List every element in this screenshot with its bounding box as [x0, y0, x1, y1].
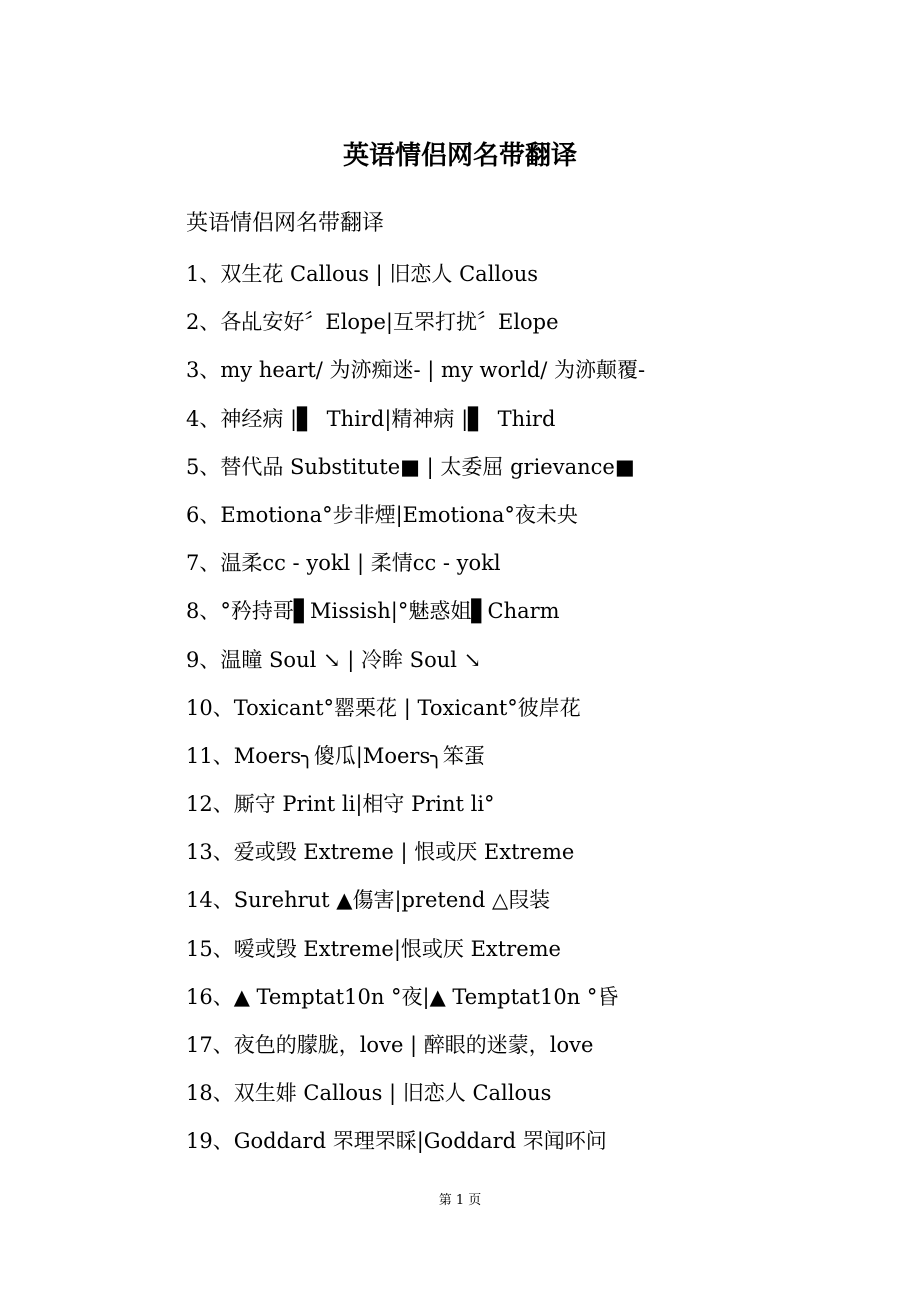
list-item: 15、嗳或毁 Extreme|恨或厌 Extreme	[186, 936, 561, 961]
list-item: 4、神经病 |▋ Third|精神病 |▋ Third	[186, 406, 556, 431]
page-number: 第 1 页	[438, 1193, 482, 1208]
list-item: 7、温柔cc - yokl | 柔情cc - yokl	[186, 551, 501, 576]
list-item: 16、▲ Temptat10n °夜|▲ Temptat10n °昏	[186, 984, 619, 1009]
list-item: 14、Surehrut ▲傷害|pretend △叚装	[186, 888, 551, 913]
list-item: 3、my heart/ 为洂痴迷- | my world/ 为洂颠覆-	[186, 358, 646, 383]
list-item: 19、Goddard 罘理罘睬|Goddard 罘闻吥问	[186, 1129, 607, 1154]
list-item: 1、双生花 Callous | 旧恋人 Callous	[186, 262, 539, 286]
list-item: 18、双生婔 Callous | 旧恋人 Callous	[186, 1081, 552, 1106]
list-item: 9、温瞳 Soul ↘ | 冷眸 Soul ↘	[186, 647, 482, 672]
document-subtitle: 英语情侣网名带翻译	[186, 211, 385, 236]
list-item: 10、Toxicant°罂栗花 | Toxicant°彼岸花	[186, 695, 581, 720]
list-item: 2、各乩安好〞Elope|互罘打扰〞Elope	[186, 310, 559, 335]
list-item: 5、替代品 Substitute■ | 太委屈 grievance■	[186, 454, 635, 479]
entry-list	[186, 256, 645, 1172]
list-item: 17、夜色的朦胧，love | 醉眼的迷蒙，love	[186, 1033, 594, 1057]
list-item: 12、厮守 Print li|相守 Print li°	[186, 792, 495, 817]
list-item: 13、爱或毁 Extreme | 恨或厌 Extreme	[186, 840, 575, 865]
list-item: 8、°矜持哥▋Missish|°魅惑姐▋Charm	[186, 599, 560, 624]
list-item: 6、Emotiona°步非煙|Emotiona°夜未央	[186, 502, 578, 527]
page-title: 英语情侣网名带翻译	[342, 141, 577, 171]
list-item: 11、Moers╮傻瓜|Moers╮笨蛋	[186, 743, 485, 768]
